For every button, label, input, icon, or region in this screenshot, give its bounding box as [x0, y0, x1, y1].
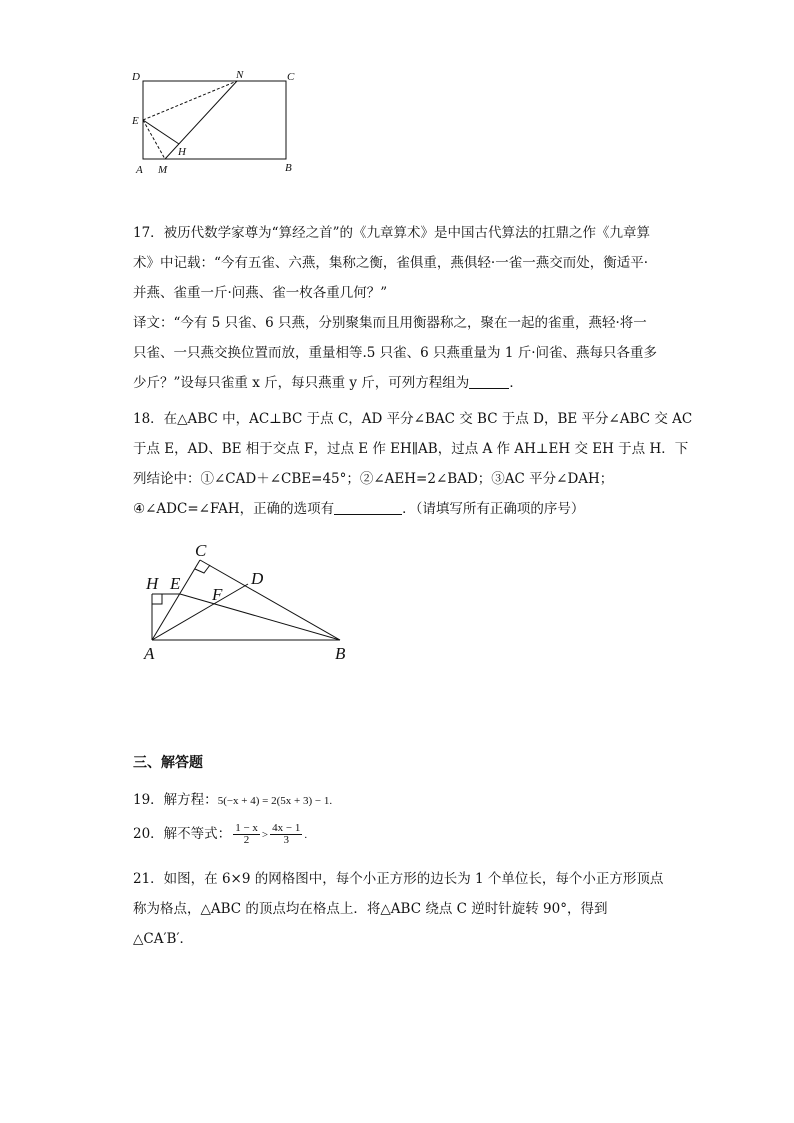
label-c2: C [195, 541, 207, 560]
q17-line-3: 并燕、雀重一斤·问燕、雀一枚各重几何？” [133, 285, 388, 301]
label-m: M [158, 164, 168, 176]
q20-lhs-denominator: 2 [243, 834, 250, 846]
segment-em-dashed [143, 120, 165, 159]
q17-line-4: 译文：“今有 5 只雀、6 只燕，分别聚集而且用衡器称之，聚在一起的雀重，燕轻·将一 [133, 315, 647, 331]
q19-prefix: 19．解方程： [133, 792, 218, 808]
q18-line-4-text: ④∠ADC=∠FAH，正确的选项有 [133, 501, 335, 517]
question-19 [133, 788, 332, 808]
question-20 [133, 822, 307, 846]
side-ac [152, 560, 200, 640]
q20-operator: > [261, 829, 269, 841]
label-h: H [178, 146, 186, 158]
section-title: 三、解答题 [133, 755, 203, 771]
q20-lhs-numerator: 1 − x [235, 822, 258, 834]
figure-triangle [140, 540, 360, 665]
q17-line-1: 17．被历代数学家尊为“算经之首”的《九章算术》是中国古代算法的扛鼎之作《九章算 [133, 225, 650, 241]
q17-line-6 [133, 368, 673, 398]
q20-prefix: 20．解不等式： [133, 826, 232, 842]
q17-line-6-end: ． [509, 375, 523, 391]
q21-line-1: 21．如图，在 6×9 的网格图中，每个小正方形的边长为 1 个单位长，每个小正方形顶点 [133, 871, 664, 887]
figure-rectangle [125, 62, 305, 180]
q18-line-3: 列结论中：①∠CAD＋∠CBE=45°；②∠AEH=2∠BAD；③AC 平分∠DAH； [133, 471, 614, 487]
label-d2: D [251, 569, 264, 588]
segment-ad [152, 584, 248, 640]
question-21 [133, 864, 673, 954]
label-e: E [132, 115, 139, 127]
q17-line-6-text: 少斤？”设每只雀重 x 斤，每只燕重 y 斤，可列方程组为 [133, 375, 470, 391]
question-17 [133, 218, 673, 398]
right-angle-h [152, 594, 162, 604]
q17-line-2: 术》中记载：“今有五雀、六燕，集称之衡，雀俱重，燕俱轻·一雀一燕交而处，衡适平· [133, 255, 648, 271]
label-n: N [236, 69, 244, 81]
label-c: C [287, 71, 295, 83]
q19-equation: 5(−x + 4) = 2(5x + 3) − 1. [217, 795, 333, 807]
q20-lhs-fraction [233, 823, 260, 846]
label-a: A [136, 164, 143, 176]
label-e2: E [170, 574, 181, 593]
q18-line-2: 于点 E，AD、BE 相于交点 F，过点 E 作 EH∥AB，过点 A 作 AH⊥EH 交 EH 于点 H．下 [133, 441, 689, 457]
answer-blank-18[interactable] [334, 500, 402, 515]
segment-eb [180, 594, 340, 640]
q20-rhs-fraction [270, 823, 302, 846]
segment-nm [165, 81, 237, 159]
rectangle-abcd [143, 81, 286, 159]
q18-line-1: 18．在△ABC 中，AC⊥BC 于点 C，AD 平分∠BAC 交 BC 于点 D，BE 平分∠ABC 交 AC [133, 411, 693, 427]
label-d: D [132, 71, 140, 83]
q21-line-2: 称为格点，△ABC 的顶点均在格点上．将△ABC 绕点 C 逆时针旋转 90°，得到 [133, 901, 608, 917]
q18-line-4-end: ．（请填写所有正确项的序号） [402, 501, 585, 517]
q20-rhs-numerator: 4x − 1 [272, 822, 301, 834]
q18-line-4 [133, 494, 673, 524]
label-a2: A [144, 644, 155, 663]
label-b2: B [335, 644, 346, 663]
segment-en-dashed [143, 81, 237, 120]
label-f2: F [212, 585, 223, 604]
q20-end: . [304, 829, 308, 841]
label-b: B [285, 162, 292, 174]
label-h2: H [146, 574, 159, 593]
right-angle-c [195, 565, 210, 573]
q17-line-5: 只雀、一只燕交换位置而放，重量相等.5 只雀、6 只燕重量为 1 斤·问雀、燕每只各重多 [133, 345, 658, 361]
q20-rhs-denominator: 3 [283, 834, 289, 846]
answer-blank-17[interactable] [469, 374, 509, 389]
question-18 [133, 404, 693, 524]
segment-eh [143, 120, 179, 144]
q21-line-3: △CA′B′． [133, 931, 194, 947]
